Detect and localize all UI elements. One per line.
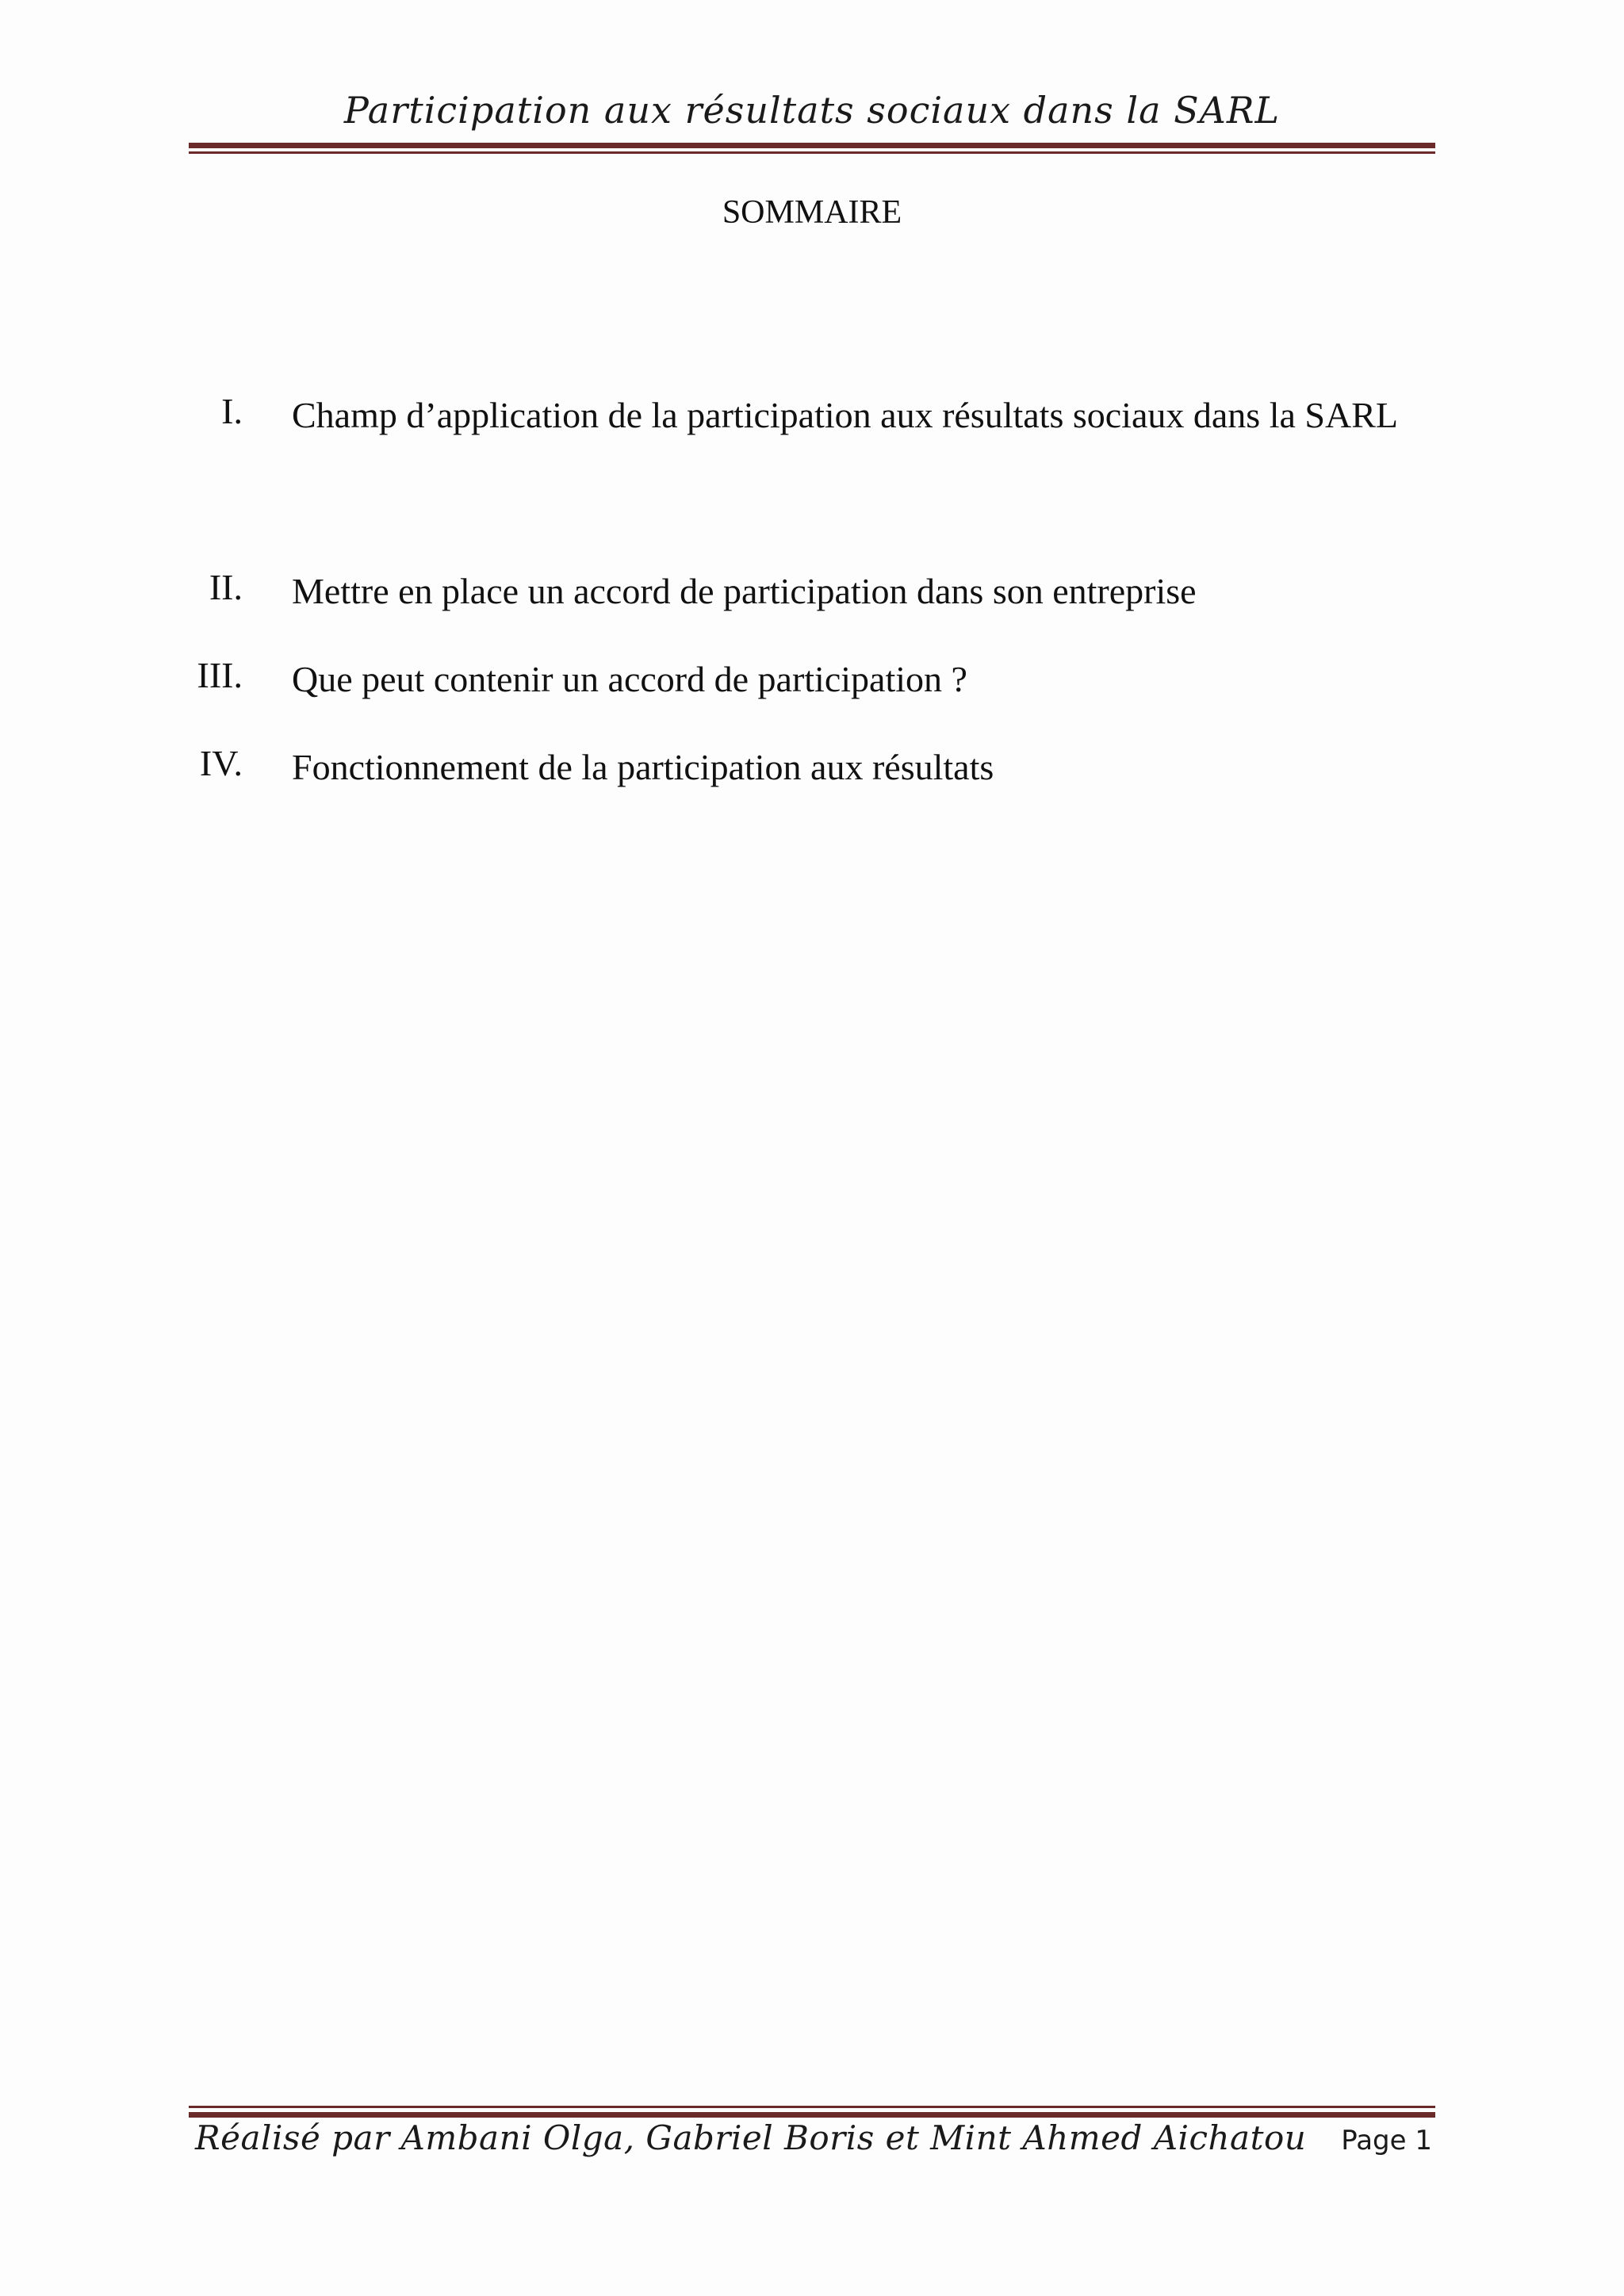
toc-item-text: Champ d’application de la participation aux résultats sociaux dans la SARL <box>292 395 1398 435</box>
footer-page-number: Page 1 <box>1341 2125 1432 2156</box>
toc-item-text: Mettre en place un accord de participation dans son entreprise <box>292 571 1197 611</box>
toc-item-3 <box>159 635 1435 723</box>
toc-item-4 <box>159 723 1435 811</box>
toc-item-text: Fonctionnement de la participation aux résultats <box>292 747 994 787</box>
footer-rule-thin <box>189 2106 1435 2108</box>
toc-item-number: II. <box>209 567 243 607</box>
toc-item-number: I. <box>221 391 243 431</box>
footer-author-credit: Réalisé par Ambani Olga, Gabriel Boris et Mint Ahmed Aichatou <box>195 2118 1307 2157</box>
header-rule-thick <box>189 143 1435 148</box>
toc-item-1 <box>159 371 1435 547</box>
footer-rule-thick <box>189 2112 1435 2118</box>
toc-item-number: IV. <box>199 743 243 783</box>
toc-item-number: III. <box>197 655 243 695</box>
toc-heading: SOMMAIRE <box>722 194 902 231</box>
header-rule-thin <box>189 151 1435 154</box>
toc-item-2 <box>159 547 1435 635</box>
toc-item-text: Que peut contenir un accord de participation ? <box>292 659 967 699</box>
running-header-title: Participation aux résultats sociaux dans la SARL <box>343 89 1281 132</box>
